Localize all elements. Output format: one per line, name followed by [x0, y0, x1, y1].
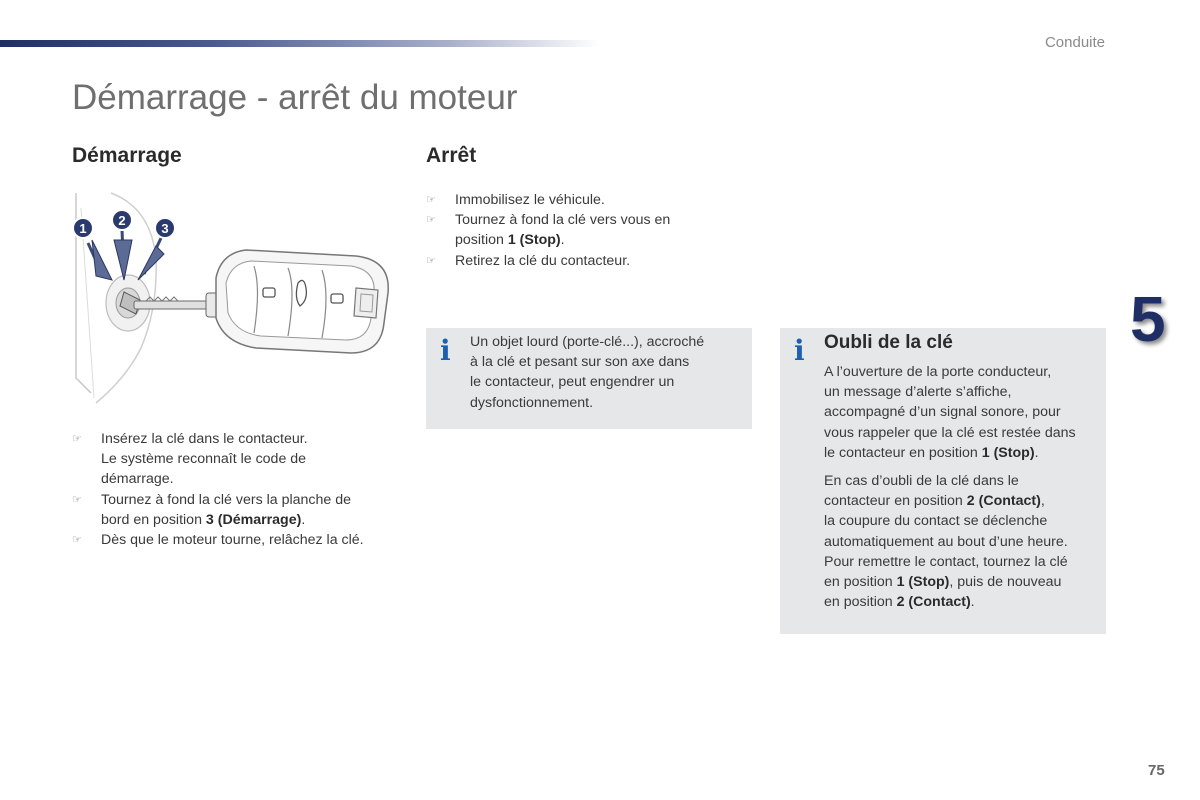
- demarrage-steps: [72, 429, 402, 550]
- info-box-forgotten-key: [780, 328, 1106, 634]
- pointing-hand-icon: ☞: [426, 254, 436, 267]
- heading-demarrage: Démarrage: [72, 144, 182, 167]
- list-item: ☞ Immobilisez le véhicule.: [426, 192, 605, 208]
- pointing-hand-icon: ☞: [72, 493, 82, 506]
- paragraph: En cas d’oubli de la clé dans le contacteur en position 2 (Contact), la coupure du contact se déclenche automatiquement au bout d’une heure. Pour remettre le contact, tournez la clé en position 1 (Stop), puis de nouveau en position 2 (Contact).: [824, 473, 1068, 611]
- page-number: 75: [1148, 762, 1165, 779]
- key-ignition-illustration: [66, 188, 396, 413]
- list-item: ☞ Retirez la clé du contacteur.: [426, 252, 631, 269]
- header-gradient-bar: [0, 40, 600, 47]
- heading-arret: Arrêt: [426, 144, 477, 167]
- list-item: ☞ Tournez à fond la clé vers la planche de bord en position 3 (Démarrage).: [72, 491, 352, 528]
- list-item: ☞ Dès que le moteur tourne, relâchez la clé.: [72, 532, 364, 549]
- callout-1: [73, 218, 93, 238]
- paragraph: A l’ouverture de la porte conducteur, un message d’alerte s’affiche, accompagné d’un signal sonore, pour vous rappeler que la clé est restée dans le contacteur en position 1 (Stop).: [824, 364, 1076, 461]
- page-title: Démarrage - arrêt du moteur: [72, 78, 518, 117]
- chapter-number: 5: [1130, 283, 1166, 355]
- info-icon: i: [440, 334, 451, 367]
- svg-text:3: 3: [161, 221, 169, 236]
- info-box-text: [824, 332, 1104, 620]
- info-box-title: Oubli de la clé: [824, 332, 953, 353]
- pointing-hand-icon: ☞: [426, 214, 436, 227]
- list-item: ☞ Insérez la clé dans le contacteur. Le système reconnaît le code de démarrage.: [72, 431, 308, 488]
- callout-3: [155, 218, 175, 238]
- info-box-text: Un objet lourd (porte-clé...), accroché à la clé et pesant sur son axe dans le contacteur, peut engendrer un dysfonctionnement.: [470, 334, 705, 411]
- pointing-hand-icon: ☞: [72, 433, 82, 445]
- arret-steps: [426, 190, 756, 271]
- section-label: Conduite: [1044, 34, 1105, 51]
- pointing-hand-icon: ☞: [426, 194, 436, 206]
- info-icon: i: [794, 334, 805, 367]
- svg-text:1: 1: [79, 221, 87, 236]
- callout-2: [112, 210, 132, 230]
- svg-text:2: 2: [118, 213, 126, 228]
- list-item: ☞ Tournez à fond la clé vers vous en position 1 (Stop).: [426, 212, 671, 249]
- info-box-heavy-keyring: [426, 328, 752, 429]
- pointing-hand-icon: ☞: [72, 534, 82, 547]
